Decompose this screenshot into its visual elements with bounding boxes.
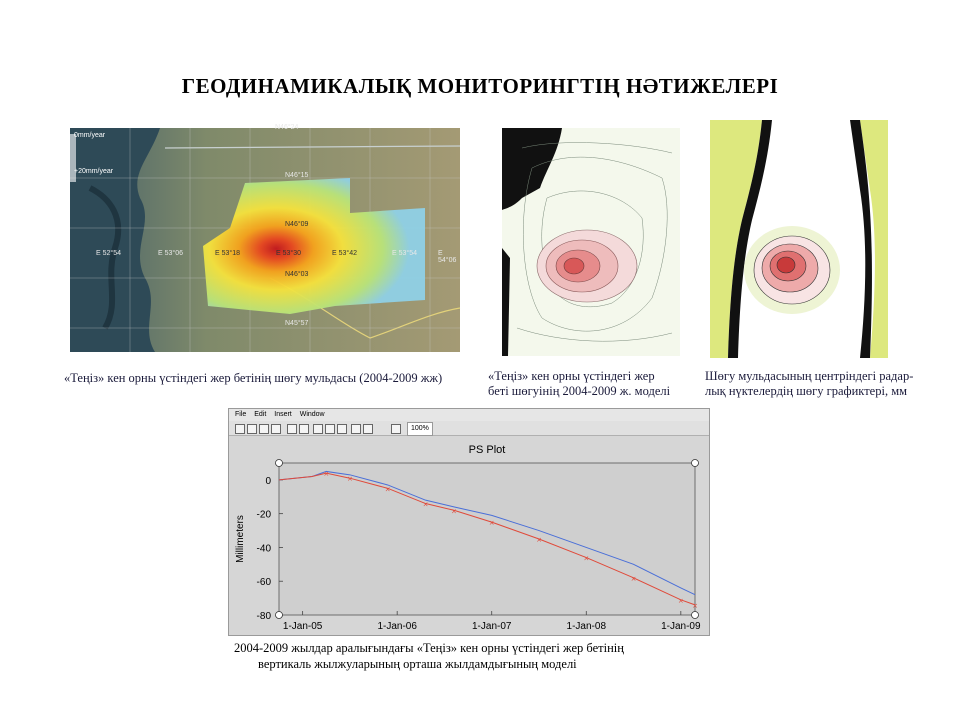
x-tick-label: 1-Jan-09 [661, 621, 701, 632]
model-caption-line2: беті шөгуінің 2004-2009 ж. моделі [488, 384, 671, 398]
menu-item-insert[interactable]: Insert [274, 411, 292, 418]
resize-handle [692, 612, 699, 619]
y-tick-label: -80 [256, 611, 271, 622]
series-point: × [422, 500, 429, 509]
map-grid-label: N46°24 [275, 124, 299, 131]
series-point: × [450, 507, 457, 516]
x-tick-label: 1-Jan-08 [566, 621, 607, 632]
resize-handle [692, 460, 699, 467]
y-tick-label: -40 [256, 543, 271, 555]
map-grid-label: E 53°54 [392, 250, 417, 257]
undo-icon[interactable] [287, 424, 297, 434]
legend-bottom-label: +20mm/year [74, 168, 114, 175]
map-grid-label: N46°15 [285, 172, 309, 179]
map-grid-label: E 54°06 [438, 250, 457, 264]
toolbar [229, 421, 709, 436]
map-grid-label: E 53°42 [332, 250, 357, 257]
contour-map-image [502, 128, 680, 356]
paste-icon[interactable] [337, 424, 347, 434]
x-tick-label: 1-Jan-06 [377, 621, 417, 632]
subsidence-model-contour [502, 128, 680, 356]
page-title: ГЕОДИНАМИКАЛЫҚ МОНИТОРИНГТІҢ НӘТИЖЕЛЕРІ [181, 74, 779, 98]
series-point: × [323, 470, 330, 479]
bottom-caption [234, 640, 714, 672]
print-icon[interactable] [271, 424, 281, 434]
menu-item-file[interactable]: File [235, 411, 247, 418]
ps-plot-chart [229, 435, 709, 633]
series-point: × [692, 601, 698, 610]
cut-icon[interactable] [313, 424, 323, 434]
graph-caption-line2: лық нүктелердің шөгу графиктері, мм [705, 384, 908, 398]
filled-contour-image [710, 120, 888, 358]
model-caption-line1: «Теңіз» кен орны үстіндегі жер [488, 369, 655, 383]
menu-bar [229, 409, 709, 421]
y-tick-label: -60 [256, 577, 271, 589]
ps-plot-window [228, 408, 710, 636]
resize-handle [276, 460, 283, 467]
map-caption: «Теңіз» кен орны үстіндегі жер бетінің шөгу мульдасы (2004-2009 жж) [64, 371, 443, 385]
satellite-map-image [70, 128, 460, 352]
zoom-icon[interactable] [391, 424, 401, 434]
bottom-caption-line2: вертикаль жылжуларының орташа жылдамдығының моделі [258, 657, 577, 671]
legend-top-label: 0mm/year [74, 132, 106, 139]
map-grid-label: E 52°54 [96, 250, 121, 257]
chart-title: PS Plot [468, 444, 506, 456]
y-tick-label: 0 [265, 475, 271, 487]
series-point: × [630, 574, 637, 583]
open-file-icon[interactable] [247, 424, 257, 434]
plot-area [279, 463, 695, 615]
series-point: × [583, 554, 590, 563]
zoom-level-select[interactable]: 100% [407, 422, 433, 436]
redo-icon[interactable] [299, 424, 309, 434]
series-point: × [488, 519, 495, 528]
series-point: × [536, 536, 542, 544]
series-point: × [384, 485, 391, 494]
series-point: × [346, 475, 353, 484]
map-grid-label: E 53°18 [215, 250, 240, 257]
map-grid-label: E 53°06 [158, 250, 183, 257]
map-grid-label: N46°03 [285, 271, 309, 278]
save-icon[interactable] [259, 424, 269, 434]
y-tick-label: -20 [256, 509, 271, 521]
subsidence-graph-panel [710, 120, 888, 358]
new-file-icon[interactable] [235, 424, 245, 434]
graph-caption-line1: Шөгу мульдасының центріндегі радар- [705, 369, 914, 383]
x-tick-label: 1-Jan-05 [282, 621, 323, 632]
y-axis-label: Millimeters [235, 515, 246, 563]
map-grid-label: N45°57 [285, 320, 309, 327]
map-grid-label: N46°09 [285, 221, 309, 228]
series-point: × [677, 596, 684, 605]
subsidence-map [70, 124, 460, 352]
resize-handle [276, 612, 283, 619]
copy-icon[interactable] [325, 424, 335, 434]
map-grid-label: E 53°30 [276, 250, 301, 257]
menu-item-window[interactable]: Window [299, 411, 325, 418]
x-tick-label: 1-Jan-07 [471, 621, 512, 632]
bottom-caption-line1: 2004-2009 жылдар аралығындағы «Теңіз» кен орны үстіндегі жер бетінің [234, 641, 624, 655]
pointer-icon[interactable] [351, 424, 361, 434]
menu-item-edit[interactable]: Edit [254, 411, 267, 418]
rotate-icon[interactable] [363, 424, 373, 434]
